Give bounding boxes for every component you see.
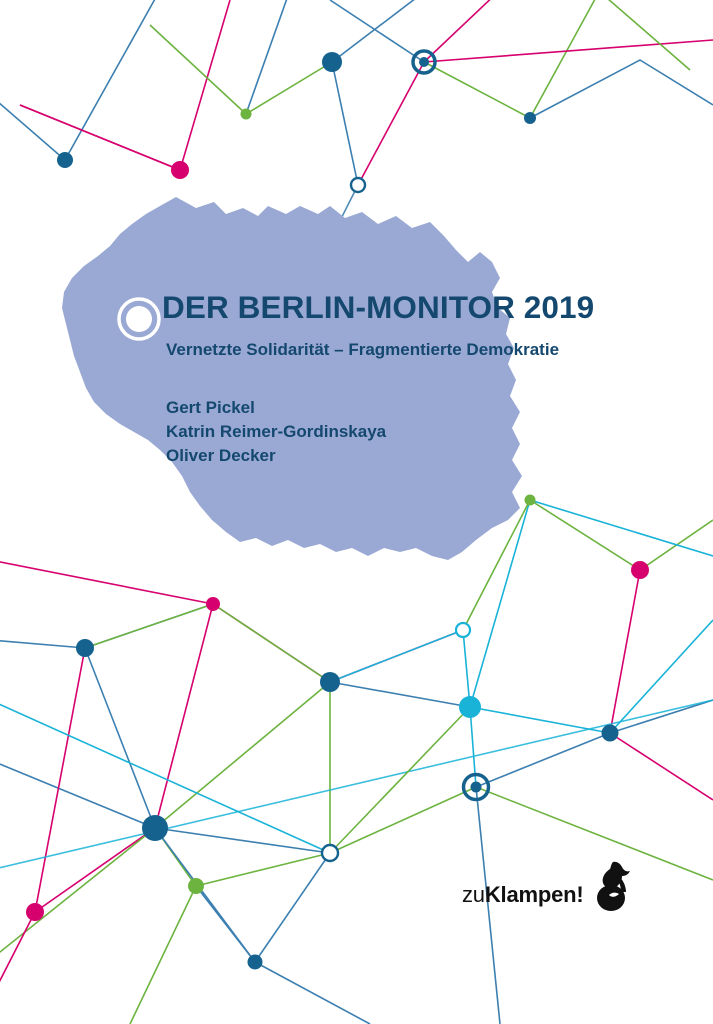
author-name: Oliver Decker [166, 446, 276, 466]
publisher-logo [462, 852, 635, 906]
page-title: DER BERLIN-MONITOR 2019 [162, 289, 595, 325]
publisher-prefix: zu [462, 882, 485, 907]
cover-text-block [162, 289, 662, 468]
author-name: Gert Pickel [166, 397, 255, 417]
horse-logo-icon [589, 858, 635, 912]
publisher-name [462, 884, 583, 906]
publisher-title: Klampen! [484, 882, 584, 907]
page-subtitle: Vernetzte Solidarität – Fragmentierte Demokratie [166, 339, 560, 359]
author-list [166, 396, 662, 468]
author-name: Katrin Reimer-Gordinskaya [166, 422, 387, 442]
title-bullet-icon [117, 297, 161, 341]
